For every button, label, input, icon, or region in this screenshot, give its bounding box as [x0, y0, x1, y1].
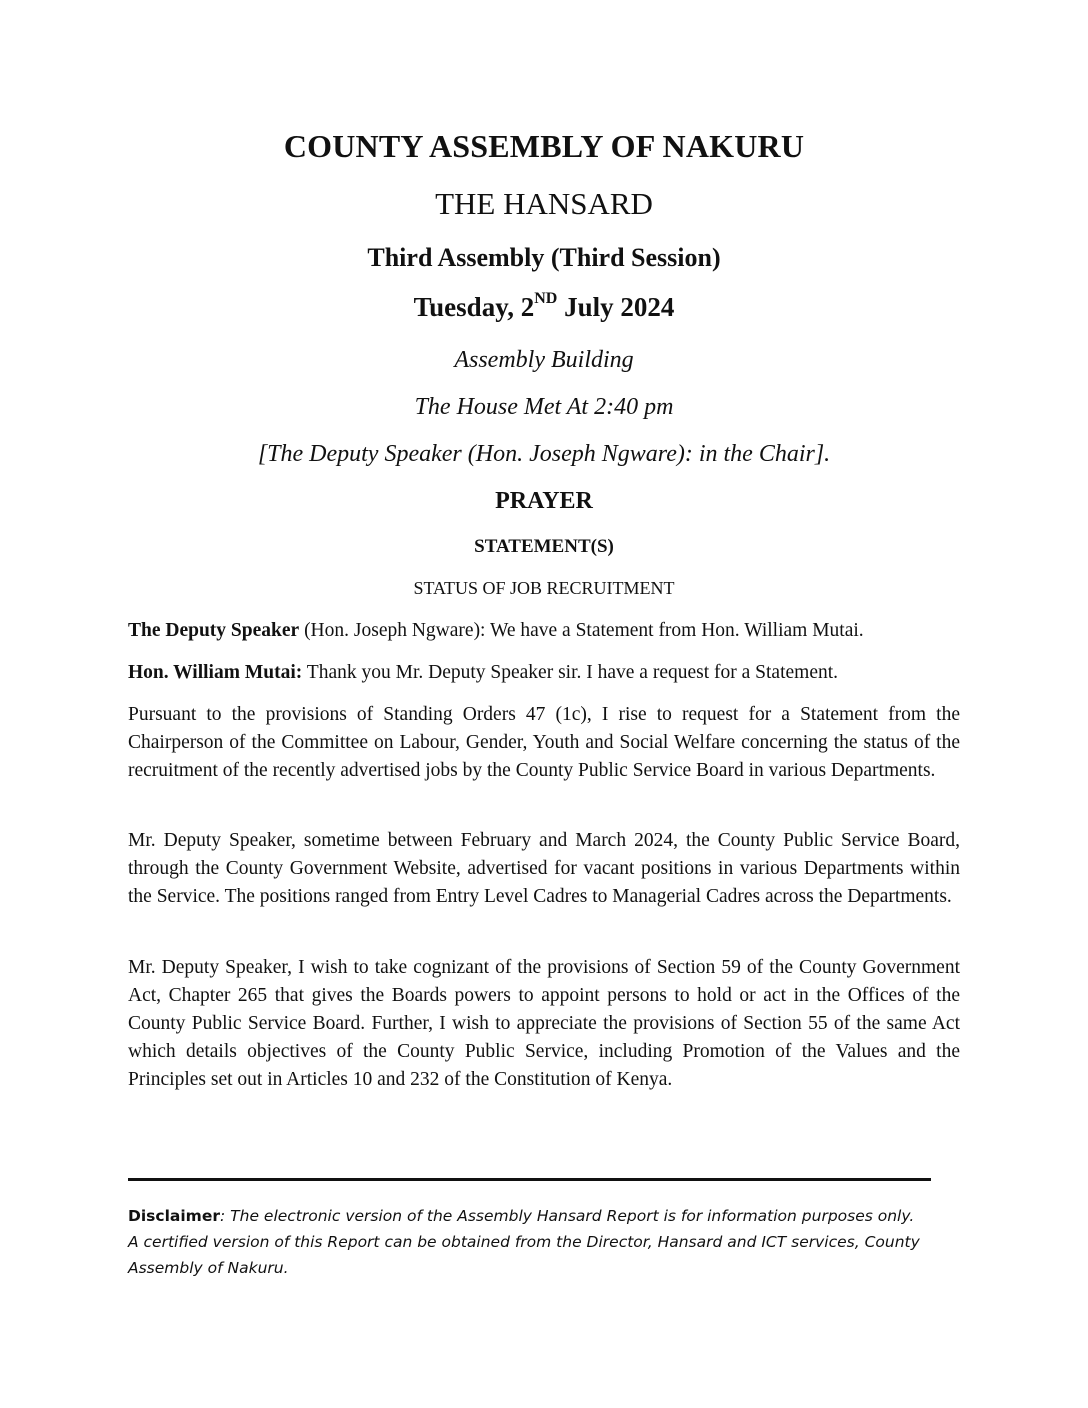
assembly-title: COUNTY ASSEMBLY OF NAKURU [283, 128, 805, 164]
date-suffix: July 2024 [557, 292, 675, 322]
statement-paragraph-3: Mr. Deputy Speaker, I wish to take cognizant of the provisions of Section 59 of the County Government Act, Chapter 265 that gives the Boards powers to appoint persons to hold or act in the Offices of the County Public Service Board. Further, I wish to appreciate the provisions of Section 55 of the same Act which details objectives of the County Public Service, including Promotion of the Values and the Principles set out in Articles 10 and 232 of the Constitution of Kenya. [128, 957, 960, 1090]
statement-topic-heading: STATUS OF JOB RECRUITMENT [413, 578, 675, 598]
disclaimer-text-line-1: : The electronic version of the Assembly Hansard Report is for information purposes only. [220, 1207, 915, 1225]
deputy-speaker-name: The Deputy Speaker [128, 620, 300, 641]
disclaimer-note [128, 1203, 948, 1281]
prayer-heading: PRAYER [495, 488, 593, 514]
sitting-date [0, 292, 1088, 323]
statements-heading: STATEMENT(S) [474, 536, 614, 557]
member-remark [128, 659, 960, 687]
statement-paragraph-1: Pursuant to the provisions of Standing Orders 47 (1c), I rise to request for a Statement from the Chairperson of the Committee on Labour, Gender, Youth and Social Welfare concerning the status of the recruitment of the recently advertised jobs by the County Public Service Board in various Departments. [128, 704, 960, 781]
date-prefix: Tuesday, 2 [413, 292, 535, 322]
deputy-speaker-speech: (Hon. Joseph Ngware): We have a Statement from Hon. William Mutai. [299, 620, 864, 641]
date-superscript: ND [534, 290, 558, 307]
disclaimer-text-line-2: A certified version of this Report can be obtained from the Director, Hansard and ICT services, County Assembly of Nakuru. [128, 1233, 920, 1277]
chair-note: [The Deputy Speaker (Hon. Joseph Ngware): in the Chair]. [257, 441, 831, 467]
session-heading: Third Assembly (Third Session) [367, 243, 721, 272]
footer-divider [128, 1178, 931, 1181]
member-name: Hon. William Mutai: [128, 662, 303, 683]
member-speech: Thank you Mr. Deputy Speaker sir. I have a request for a Statement. [302, 662, 839, 683]
hansard-subtitle: THE HANSARD [435, 186, 653, 221]
meeting-location: Assembly Building [454, 347, 634, 373]
statement-paragraph-2: Mr. Deputy Speaker, sometime between February and March 2024, the County Public Service Board, through the County Government Website, advertised for vacant positions in various Departments within the Service. The positions ranged from Entry Level Cadres to Managerial Cadres across the Departments. [128, 830, 960, 907]
deputy-speaker-remark [128, 617, 960, 645]
disclaimer-label: Disclaimer [128, 1207, 220, 1225]
meeting-time: The House Met At 2:40 pm [414, 394, 674, 420]
